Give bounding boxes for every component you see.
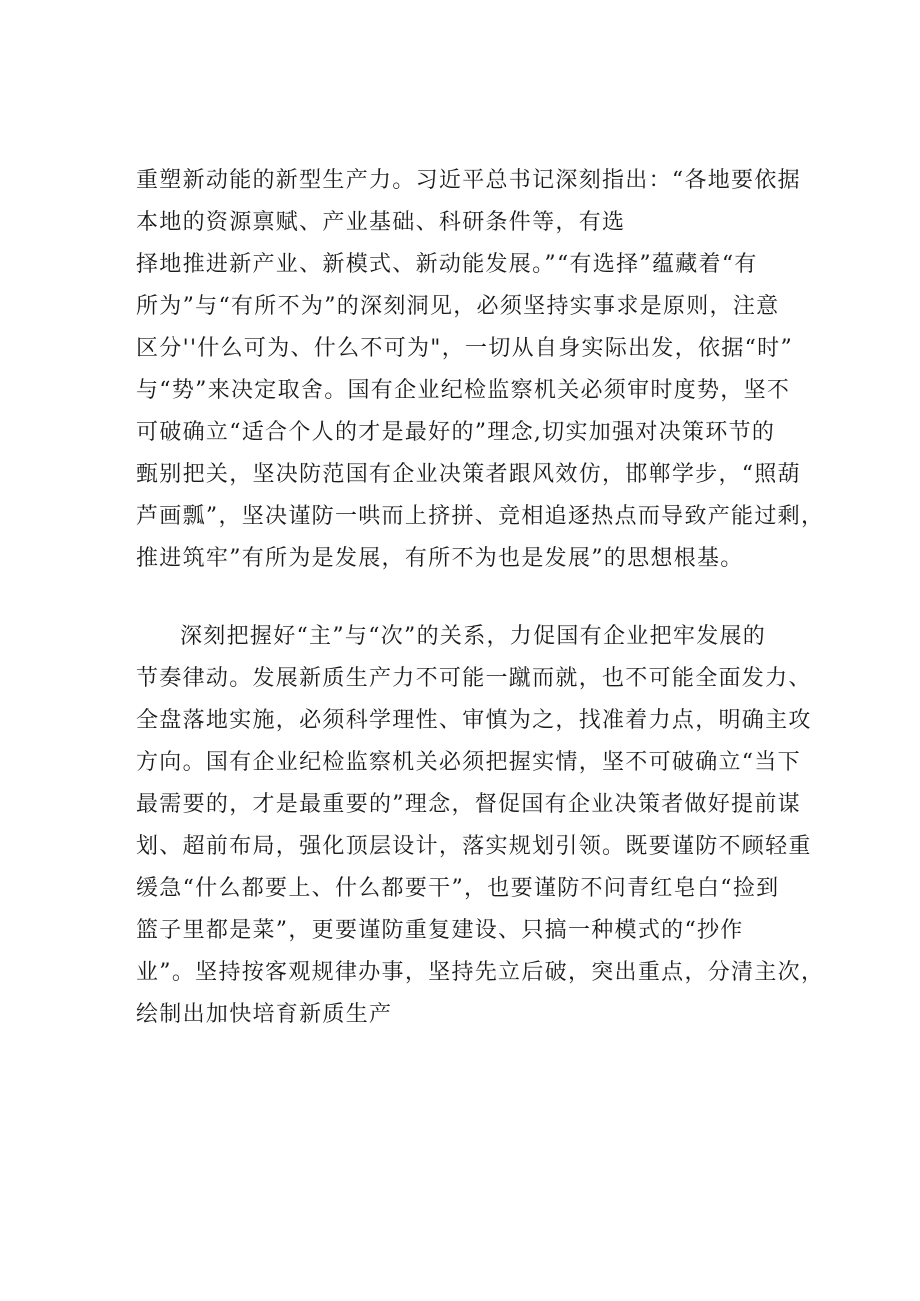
paragraph-2 <box>136 616 825 1036</box>
paragraph-line: 本地的资源禀赋、产业基础、科研条件等，有选 <box>136 210 626 235</box>
paragraph-line: 全盘落地实施，必须科学理性、审慎为之，找准着力点，明确主攻 <box>136 708 812 733</box>
paragraph-line: 推进筑牢”有所为是发展，有所不为也是发展”的思想根基。 <box>136 546 744 571</box>
paragraph-line: 所为”与“有所不为”的深刻洞见，必须坚持实事求是原则，注意 <box>136 294 780 319</box>
paragraph-line: 节奏律动。发展新质生产力不可能一蹴而就，也不可能全面发力、 <box>136 666 812 691</box>
paragraph-line: 划、超前布局，强化顶层设计，落实规划引领。既要谨防不顾轻重 <box>136 834 812 859</box>
paragraph-line: 可破确立“适合个人的才是最好的”理念,切实加强对决策环节的 <box>136 420 776 445</box>
paragraph-1 <box>136 160 825 580</box>
paragraph-line: 区分''什么可为、什么不可为"，一切从自身实际出发，依据“时” <box>136 336 794 361</box>
paragraph-line: 绘制出加快培育新质生产 <box>136 1002 393 1027</box>
paragraph-line: 择地推进新产业、新模式、新动能发展。”“有选择”蕴藏着“有 <box>136 252 758 277</box>
paragraph-line: 篮子里都是菜”，更要谨防重复建设、只搞一种模式的“抄作 <box>136 918 744 943</box>
paragraph-line: 甄别把关，坚决防范国有企业决策者跟风效仿，邯郸学步，“照葫 <box>136 462 801 487</box>
paragraph-line: 最需要的，才是最重要的”理念，督促国有企业决策者做好提前谋 <box>136 792 801 817</box>
paragraph-line: 方向。国有企业纪检监察机关必须把握实情，坚不可破确立“当下 <box>136 750 801 775</box>
paragraph-line: 缓急“什么都要上、什么都要干”，也要谨防不问青红皂白“捡到 <box>136 876 780 901</box>
paragraph-line: 深刻把握好“主”与“次”的关系，力促国有企业把牢发展的 <box>180 624 767 649</box>
paragraph-line: 芦画瓢”，坚决谨防一哄而上挤拼、竞相追逐热点而导致产能过剩， <box>136 504 825 529</box>
paragraph-line: 与“势”来决定取舍。国有企业纪检监察机关必须审时度势，坚不 <box>136 378 791 403</box>
paragraph-line: 业”。坚持按客观规律办事，坚持先立后破，突出重点，分清主次， <box>136 960 825 985</box>
paragraph-line: 重塑新动能的新型生产力。习近平总书记深刻指出：“各地要依据 <box>136 168 801 193</box>
